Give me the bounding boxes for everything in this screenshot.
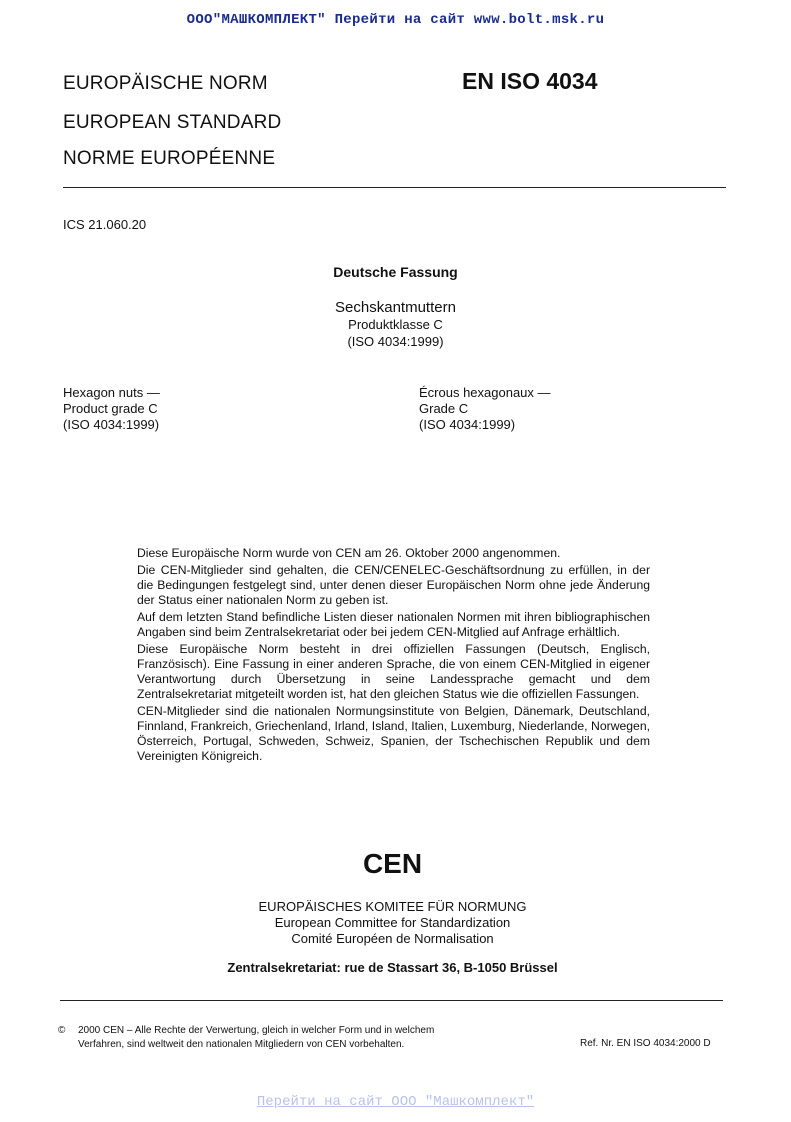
header-site-link[interactable]: ООО"МАШКОМПЛЕКТ" Перейти на сайт www.bolt.msk.ru xyxy=(186,12,605,28)
committee-name-en: European Committee for Standardization xyxy=(274,915,511,930)
body-paragraph: CEN-Mitglieder sind die nationalen Normungsinstitute von Belgien, Dänemark, Deutschland, Finnland, Frankreich, Griechenland, Irland, Island, Italien, Luxemburg, Niederlande, Norwegen, Österreich, Portugal, Schweden, Schweiz, Spanien, der Tschechischen Republik und dem Vereinigten Königreich. xyxy=(137,704,650,763)
title-fr-line: Grade C xyxy=(419,401,469,416)
version-text: Deutsche Fassung xyxy=(333,264,458,280)
bottom-divider xyxy=(60,1000,723,1001)
norm-title-en: EUROPEAN STANDARD xyxy=(63,112,282,133)
title-de-grade: Produktklasse C xyxy=(348,317,443,332)
reference-number: Ref. Nr. EN ISO 4034:2000 D xyxy=(580,1038,711,1049)
title-fr xyxy=(419,385,551,433)
body-paragraph: Diese Europäische Norm besteht in drei offiziellen Fassungen (Deutsch, Englisch, Französisch). Eine Fassung in einer anderen Sprache, die von einem CEN-Mitglied in eigener Verantwortung durch Übersetzung in seine Landessprache gemacht und dem Zentralsekretariat mitgeteilt worden ist, hat den gleichen Status wie die offiziellen Fassungen. xyxy=(137,642,650,701)
body-paragraph: Diese Europäische Norm wurde von CEN am 26. Oktober 2000 angenommen. xyxy=(137,546,561,560)
copyright-symbol: © xyxy=(58,1025,66,1036)
standard-number: EN ISO 4034 xyxy=(462,68,598,94)
title-de-main: Sechskantmuttern xyxy=(335,299,456,316)
copyright-line: 2000 CEN – Alle Rechte der Verwertung, gleich in welcher Form und in welchem xyxy=(78,1025,435,1036)
title-en-line: Hexagon nuts — xyxy=(63,385,160,400)
norm-title-de: EUROPÄISCHE NORM xyxy=(63,73,268,94)
title-de xyxy=(0,299,791,350)
body-text xyxy=(137,546,650,766)
title-de-ref: (ISO 4034:1999) xyxy=(347,334,444,349)
version-label xyxy=(0,264,791,280)
ics-code: ICS 21.060.20 xyxy=(63,217,147,232)
committee-names xyxy=(0,899,785,947)
title-fr-line: Écrous hexagonaux — xyxy=(419,385,551,400)
copyright-line: Verfahren, sind weltweit den nationalen Mitgliedern von CEN vorbehalten. xyxy=(78,1039,405,1050)
committee-name-de: EUROPÄISCHES KOMITEE FÜR NORMUNG xyxy=(258,899,527,914)
central-secretariat-address: Zentralsekretariat: rue de Stassart 36, B-1050 Brüssel xyxy=(227,960,558,975)
norm-title-fr: NORME EUROPÉENNE xyxy=(63,148,276,169)
title-fr-line: (ISO 4034:1999) xyxy=(419,417,516,432)
committee-name-fr: Comité Européen de Normalisation xyxy=(291,931,494,946)
copyright-notice xyxy=(58,1024,434,1052)
footer-site-link[interactable]: Перейти на сайт ООО "Машкомплект" xyxy=(256,1094,535,1110)
title-en xyxy=(63,385,160,433)
body-paragraph: Auf dem letzten Stand befindliche Listen dieser nationalen Normen mit ihren bibliographischen Angaben sind beim Zentralsekretariat oder bei jedem CEN-Mitglied auf Anfrage erhältlich. xyxy=(137,610,650,639)
body-paragraph: Die CEN-Mitglieder sind gehalten, die CEN/CENELEC-Geschäftsordnung zu erfüllen, in der die Bedingungen festgelegt sind, unter denen dieser Europäischen Norm ohne jede Änderung der Status einer nationalen Norm zu geben ist. xyxy=(137,563,650,607)
top-divider xyxy=(63,187,726,188)
title-en-line: (ISO 4034:1999) xyxy=(63,417,160,432)
title-en-line: Product grade C xyxy=(63,401,158,416)
cen-logo: CEN xyxy=(362,848,423,879)
